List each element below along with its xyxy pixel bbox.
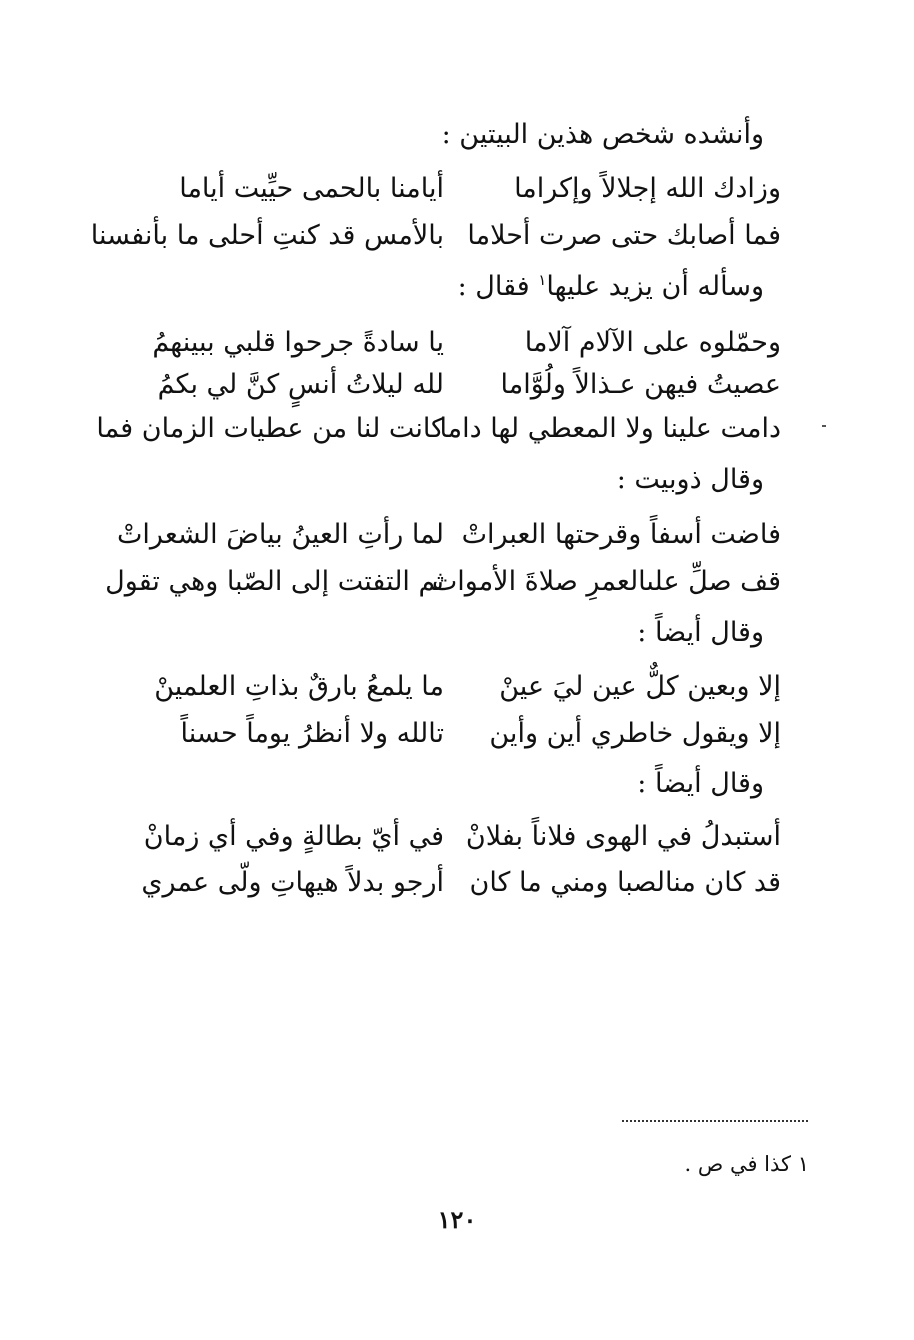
- verse-second-hemistich: فاضت أسفاً وقرحتها العبراتْ: [461, 519, 781, 550]
- intro-text-end: فقال :: [457, 271, 539, 302]
- verse-first-hemistich: بالأمس قد كنتِ أحلى ما بأنفسنا: [90, 220, 444, 251]
- footnote: [685, 1150, 809, 1178]
- verse-second-hemistich: أستبدلُ في الهوى فلاناً بفلانْ: [465, 821, 781, 852]
- poem-intro: [458, 270, 764, 304]
- footnote-reference: ١: [538, 271, 547, 289]
- poem-intro: وقال أيضاً :: [637, 617, 764, 648]
- verse-first-hemistich: ما يلمعُ بارقٌ بذاتِ العلمينْ: [154, 671, 444, 702]
- verse-first-hemistich: أرجو بدلاً هيهاتِ ولّى عمري: [141, 867, 444, 898]
- margin-mark: [822, 425, 826, 427]
- verse-second-hemistich: دامت علينا ولا المعطي لها داما: [439, 413, 781, 444]
- verse-first-hemistich: لله ليلاتُ أنسٍ كنَّ لي بكمُ: [157, 369, 444, 400]
- verse-first-hemistich: لما رأتِ العينُ بياضَ الشعراتْ: [117, 519, 444, 550]
- verse-second-hemistich: عصيتُ فيهن عـذالاً ولُوَّاما: [500, 369, 781, 400]
- verse-second-hemistich: قد كان منالصبا ومني ما كان: [469, 867, 781, 898]
- poem-intro: وقال ذوبيت :: [616, 464, 764, 495]
- poem-intro: وقال أيضاً :: [637, 768, 764, 799]
- verse-second-hemistich: إلا ويقول خاطري أين وأين: [489, 718, 781, 749]
- verse-first-hemistich: أيامنا بالحمى حيِّيت أياما: [179, 173, 444, 204]
- footnote-text: كذا في ص .: [684, 1152, 792, 1176]
- verse-second-hemistich: إلا وبعين كلٌّ عين ليَ عينْ: [499, 671, 781, 702]
- verse-second-hemistich: قف صلِّ علىالعمرِ صلاةَ الأموات: [431, 566, 781, 597]
- verse-first-hemistich: كانت لنا من عطيات الزمان فما: [96, 413, 444, 444]
- footnote-marker: ١: [797, 1152, 809, 1176]
- verse-first-hemistich: يا سادةً جرحوا قلبي ببينهمُ: [152, 327, 444, 358]
- verse-first-hemistich: في أيّ بطالةٍ وفي أي زمانْ: [143, 821, 444, 852]
- page-number: ١٢٠: [437, 1205, 477, 1234]
- intro-text: وسأله أن يزيد عليها: [546, 271, 764, 302]
- verse-second-hemistich: فما أصابك حتى صرت أحلاما: [467, 220, 781, 251]
- verse-first-hemistich: تالله ولا أنظرُ يوماً حسناً: [180, 718, 444, 749]
- verse-first-hemistich: ثم التفتت إلى الصّبا وهي تقول: [105, 566, 444, 597]
- footnote-separator: [622, 1120, 808, 1122]
- verse-second-hemistich: وحمّلوه على الآلام آلاما: [524, 327, 781, 358]
- verse-second-hemistich: وزادك الله إجلالاً وإكراما: [514, 173, 781, 204]
- poem-intro: وأنشده شخص هذين البيتين :: [441, 119, 764, 150]
